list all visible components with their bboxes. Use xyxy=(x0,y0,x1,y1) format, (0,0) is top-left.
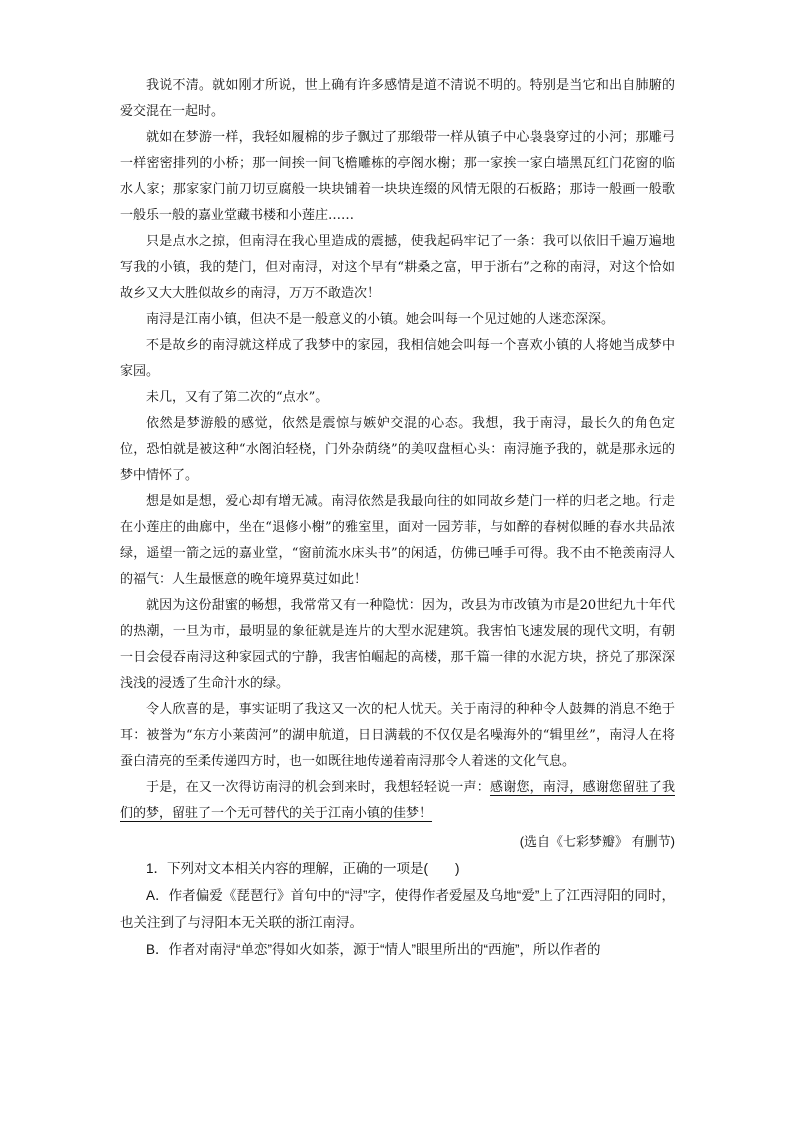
paragraph-3: 只是点水之掠，但南浔在我心里造成的震撼，使我起码牢记了一条：我可以依旧千遍万遍地写我的小镇，我的楚门，但对南浔，对这个早有“耕桑之富，甲于浙右”之称的南浔，对这个恰如故乡又大大胜似故乡的南浔，万万不敢造次！ xyxy=(120,234,675,301)
paragraph-4: 南浔是江南小镇，但决不是一般意义的小镇。她会叫每一个见过她的人迷恋深深。 xyxy=(146,312,615,327)
document-body xyxy=(120,73,675,963)
paragraph-9: 就因为这份甜蜜的畅想，我常常又有一种隐忧：因为，改县为市改镇为市是20世纪九十年代的热潮，一旦为市，最明显的象征就是连片的大型水泥建筑。我害怕飞速发展的现代文明，有朝一日会侵吞南浔这种家园式的宁静，我害怕崛起的高楼，那千篇一律的水泥方块，挤兑了那深深浅浅的浸透了生命汁水的绿。 xyxy=(120,598,675,691)
paragraph-11-lead: 于是，在又一次得访南浔的机会到来时，我想轻轻说一声： xyxy=(146,780,490,795)
paragraph-7: 依然是梦游般的感觉，依然是震惊与嫉妒交混的心态。我想，我于南浔，最长久的角色定位，恐怕就是被这种“水阁泊轻桡，门外杂荫绕”的美叹盘桓心头：南浔施予我的，就是那永远的梦中情怀了。 xyxy=(120,416,675,483)
source-citation: (选自《七彩梦瓣》 有删节) xyxy=(519,834,675,849)
paragraph-1: 我说不清。就如刚才所说，世上确有许多感情是道不清说不明的。特别是当它和出自肺腑的爱交混在一起时。 xyxy=(120,78,675,119)
option-b: B．作者对南浔“单恋”得如火如荼，源于“情人”眼里所出的“西施”，所以作者的 xyxy=(146,942,601,957)
underlined-sentence: 感谢您，南浔，感谢您留驻了我们的梦，留驻了一个无可替代的关于江南小镇的佳梦！ xyxy=(120,780,675,821)
paragraph-6: 未几，又有了第二次的“点水”。 xyxy=(146,390,329,405)
paragraph-5: 不是故乡的南浔就这样成了我梦中的家园，我相信她会叫每一个喜欢小镇的人将她当成梦中家园。 xyxy=(120,338,675,379)
question-stem: 1．下列对文本相关内容的理解，正确的一项是( ) xyxy=(146,861,460,876)
option-a: A．作者偏爱《琵琶行》首句中的“浔”字，使得作者爱屋及乌地“爱”上了江西浔阳的同时，也关注到了与浔阳本无关联的浙江南浔。 xyxy=(120,888,675,930)
paragraph-10: 令人欣喜的是，事实证明了我这又一次的杞人忧天。关于南浔的种种令人鼓舞的消息不绝于耳：被誉为“东方小莱茵河”的湖申航道，日日满载的不仅仅是名噪海外的“辑里丝”，南浔人在将蚕白清亮的至柔传递四方时，也一如既往地传递着南浔那令人着迷的文化气息。 xyxy=(120,702,675,769)
paragraph-11 xyxy=(120,775,675,827)
paragraph-2: 就如在梦游一样，我轻如履棉的步子飘过了那缎带一样从镇子中心袅袅穿过的小河；那雕弓一样密密排列的小桥；那一间挨一间飞檐雕栋的亭阁水榭；那一家挨一家白墙黑瓦红门花窗的临水人家；那家家门前刀切豆腐般一块块铺着一块块连缀的风情无限的石板路；那诗一般画一般歌一般乐一般的嘉业堂藏书楼和小莲庄…… xyxy=(120,130,675,223)
paragraph-8: 想是如是想，爱心却有增无减。南浔依然是我最向往的如同故乡楚门一样的归老之地。行走在小莲庄的曲廊中，坐在“退修小榭”的雅室里，面对一园芳菲，与如醉的春树似睡的春水共品浓绿，遥望一箭之远的嘉业堂，“窗前流水床头书”的闲适，仿佛已唾手可得。我不由不艳羡南浔人的福气：人生最惬意的晚年境界莫过如此！ xyxy=(120,494,675,587)
